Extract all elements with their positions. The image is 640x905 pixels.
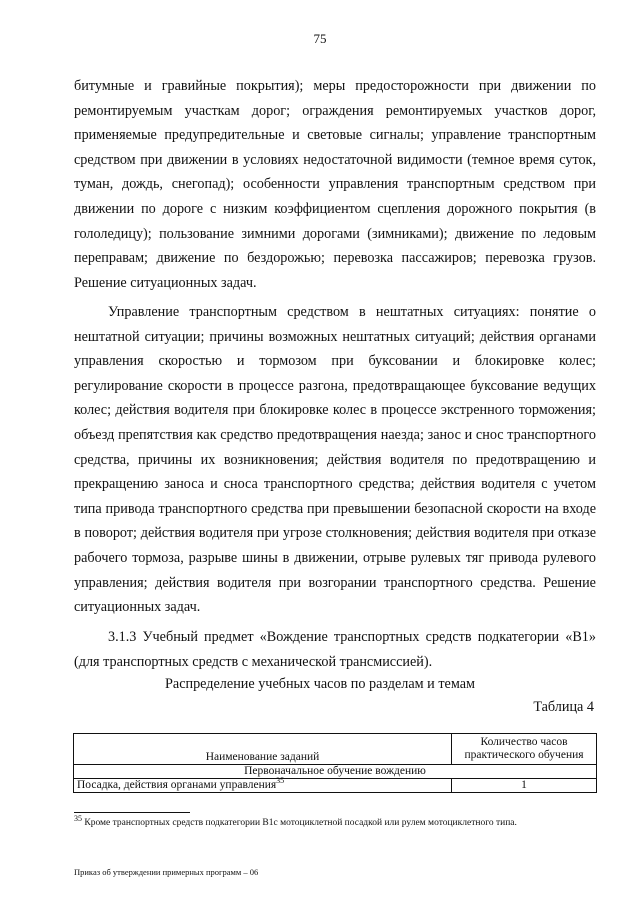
footnote-text: Кроме транспортных средств подкатегории B1с мотоциклетной посадкой или рулем мотоциклетного типа. — [84, 818, 517, 828]
column-header-hours: Количество часов практического обучения — [452, 734, 597, 765]
paragraph-text: битумные и гравийные покрытия); меры предосторожности при движении по ремонтируемым участкам дорог; ограждения ремонтируемых участков дорог, применяемые предупредительные и световые сигналы; управление транспортным средством при движении в условиях недостаточной видимости (темное время суток, туман, дождь, снегопад); особенности управления транспортным средством при движении по дороге с низким коэффициентом сцепления дорожного покрытия (в гололедицу); пользование зимними дорогами (зимниками); движение по ледовым переправам; движение по бездорожью; перевозка пассажиров; перевозка грузов. Решение ситуационных задач. — [74, 78, 596, 291]
hours-table — [73, 733, 597, 793]
task-cell — [74, 776, 452, 793]
paragraph-text: Управление транспортным средством в нештатных ситуациях: понятие о нештатной ситуации; причины возможных нештатных ситуаций; действия органами управления скоростью и тормозом при буксовании и блокировке колес; регулирование скорости в процессе разгона, предотвращающее буксование ведущих колес; действия водителя при блокировке колес в процессе экстренного торможения; объезд препятствия как средство предотвращения наезда; занос и снос транспортного средства, причины их возникновения; действия водителя по предотвращению и прекращению заноса и сноса транспортного средства; действия водителя с учетом типа привода транспортного средства при превышении безопасной скорости на входе в поворот; действия водителя при угрозе столкновения; действия водителя при отказе рабочего тормоза, разрыве шины в движении, отрыве рулевых тяг привода рулевого управления; действия водителя при возгорании транспортного средства. Решение ситуационных задач. — [74, 304, 596, 616]
paragraph-text: 3.1.3 Учебный предмет «Вождение транспортных средств подкатегории «B1» (для транспортных средств с механической трансмиссией). — [74, 629, 596, 670]
page-number: 75 — [313, 31, 327, 46]
document-footer: Приказ об утверждении примерных программ – 06 — [74, 867, 259, 877]
body-paragraph-2 — [74, 300, 596, 620]
footnote — [74, 813, 517, 828]
task-name: Посадка, действия органами управления — [77, 779, 277, 791]
section-title: Первоначальное обучение вождению — [74, 765, 597, 779]
hours-cell: 1 — [452, 779, 597, 793]
column-header-name: Наименование заданий — [74, 734, 452, 765]
footnote-divider — [74, 812, 190, 813]
section-heading-paragraph — [74, 625, 596, 674]
body-paragraph-1 — [74, 74, 596, 295]
table-section-row — [74, 765, 597, 779]
table-heading: Распределение учебных часов по разделам и темам — [165, 676, 475, 692]
table-row — [74, 779, 597, 793]
table-header-row — [74, 734, 597, 765]
table-label: Таблица 4 — [533, 699, 594, 715]
footnote-ref: 35 — [276, 776, 285, 786]
footnote-number: 35 — [74, 813, 82, 823]
